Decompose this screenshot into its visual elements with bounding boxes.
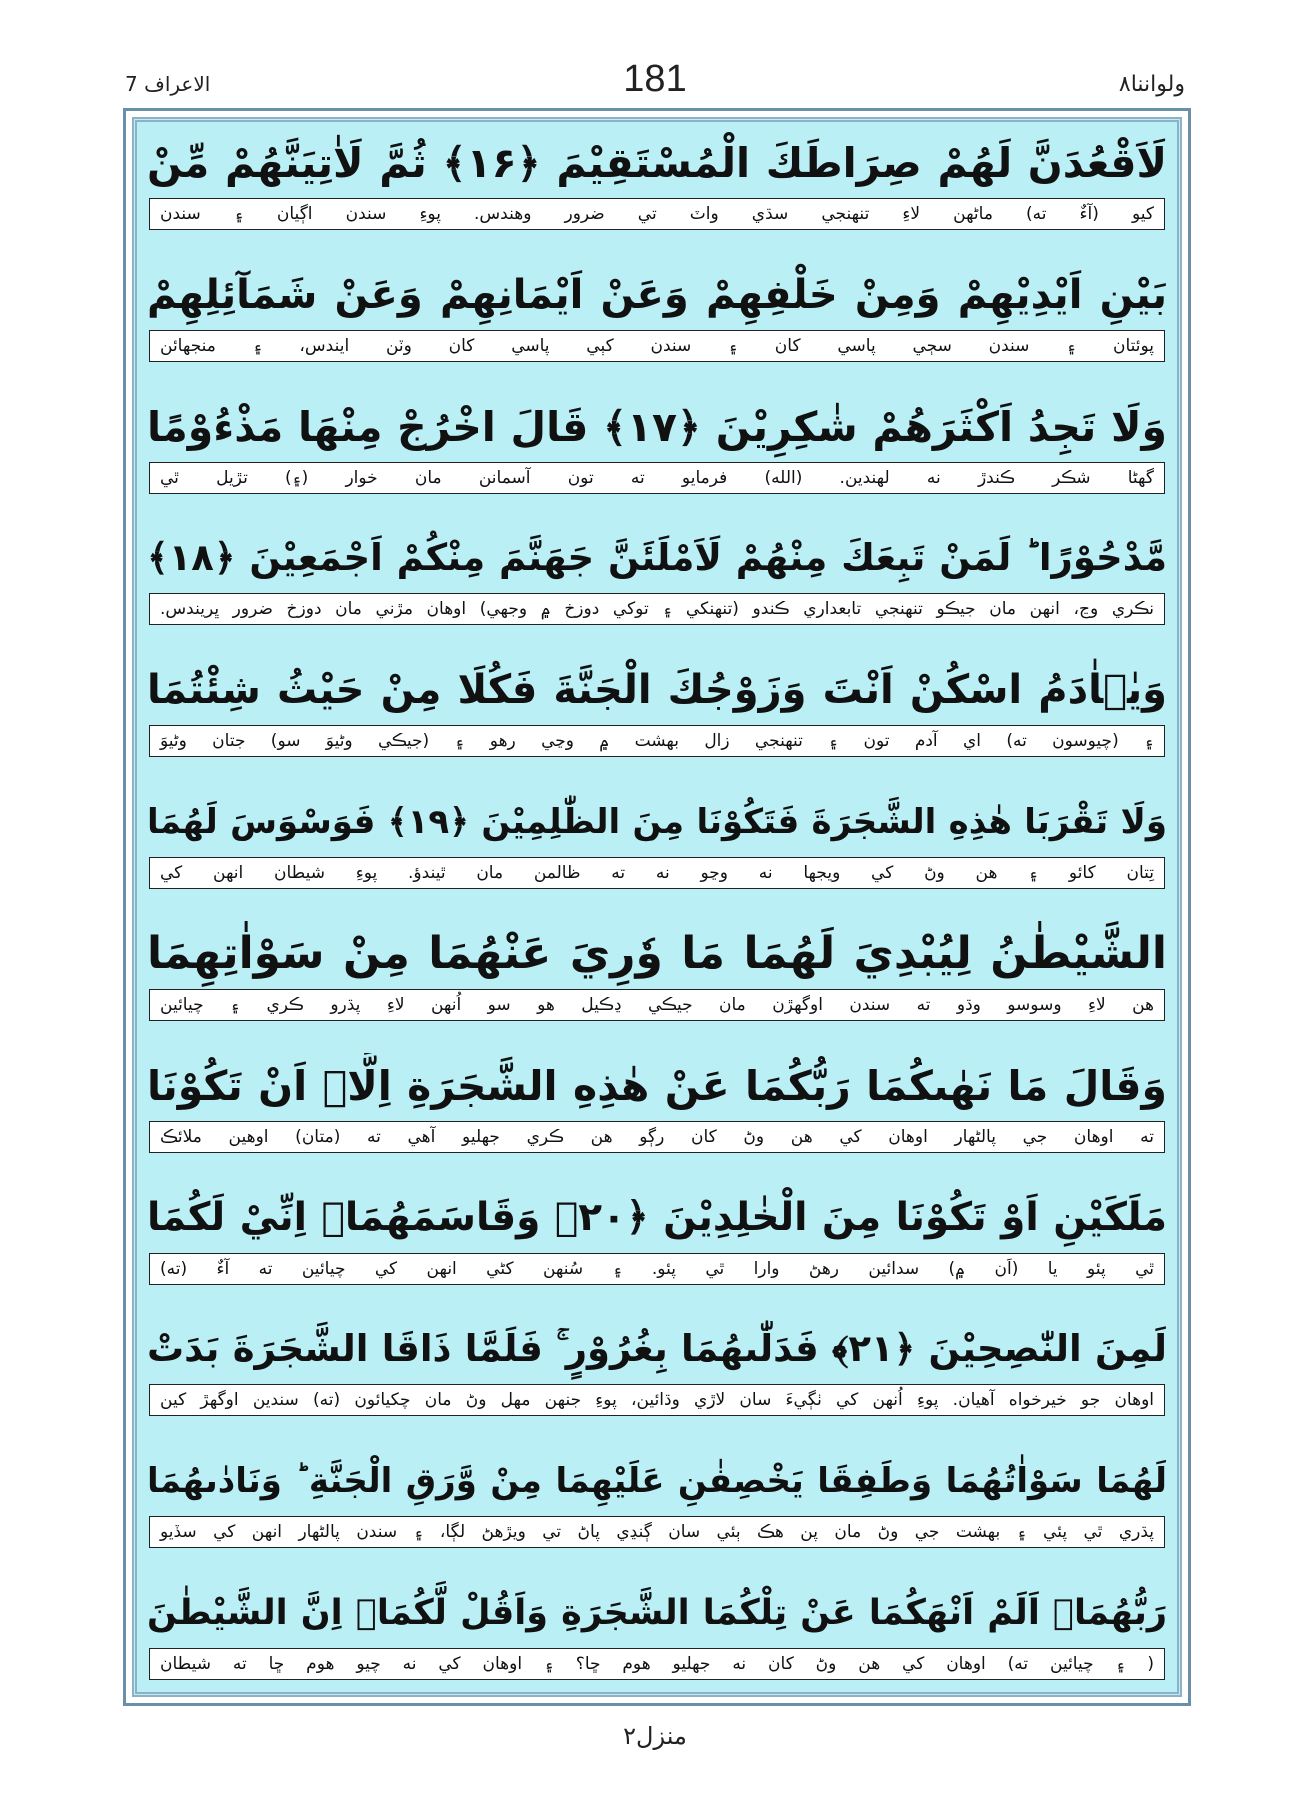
verse-pair <box>147 1316 1167 1420</box>
translation-line: ته اوهان جي پالڻهار اوهان کي هن وڻ کان رڳو هن ڪري جهليو آهي ته (متان) اوهين ملائڪ <box>149 1121 1165 1153</box>
verse-pair <box>147 262 1167 366</box>
arabic-line: الشَّيْطٰنُ لِيُبْدِيَ لَهُمَا مَا وٗرِيَ عَنْهُمَا مِنْ سَوْاٰتِهِمَا <box>147 927 1167 979</box>
verse-pair <box>147 1053 1167 1157</box>
arabic-line: وَلَا تَقْرَبَا هٰذِهِ الشَّجَرَةَ فَتَكُوْنَا مِنَ الظّٰلِمِيْنَ ﴿۱۹﴾ فَوَسْوَسَ لَهُمَا <box>147 802 1167 843</box>
verse-pair <box>147 657 1167 761</box>
verse-pair <box>147 525 1167 629</box>
translation-line: پڌري ٿي پئي ۽ بهشت جي وڻ مان پن هڪ ٻئي سان ڳنڍي پاڻ تي ويڙهڻ لڳا، ۽ سندن پالڻهار انهن کي سڏيو <box>149 1516 1165 1548</box>
verse-pair <box>147 130 1167 234</box>
translation-line: هن لاءِ وسوسو وڌو ته سندن اوگهڙن مان جيڪي ڍڪيل هو سو اُنهن لاءِ پڌرو ڪري ۽ چيائين <box>149 989 1165 1021</box>
translation-line: ۽ (چيوسون ته) اي آدم تون ۽ تنهنجي زال بهشت ۾ وڃي رهو ۽ (جيڪي وڻيوَ سو) جتان وڻيوَ <box>149 725 1165 757</box>
manzil-footer: منزل۲ <box>623 1722 687 1750</box>
translation-line: تِتان کائو ۽ هن وڻ کي ويجها نه وڃو نه ته ظالمن مان ٿيندؤ. پوءِ شيطان انهن کي <box>149 857 1165 889</box>
translation-line: ( ۽ چيائين ته) اوهان کي هن وڻ کان نه جهليو هوم ڇا؟ ۽ اوهان کي نه چيو هوم ڇا ته شيطان <box>149 1648 1165 1680</box>
arabic-line: وَقَالَ مَا نَهٰىكُمَا رَبُّكُمَا عَنْ هٰذِهِ الشَّجَرَةِ اِلَّاۤ اَنْ تَكُوْنَا <box>147 1061 1167 1110</box>
translation-line: اوهان جو خيرخواه آهيان. پوءِ اُنهن کي ٺڳيءَ سان لاڙي وڌائين، پوءِ جنهن مهل وڻ مان چکيائون (ته) سندين اوگهڙ کين <box>149 1384 1165 1416</box>
translation-line: کيو (آءٌ ته) ماڻهن لاءِ تنهنجي سڌي واٽ تي ضرور وهندس. پوءِ سندن اڳيان ۽ سندن <box>149 198 1165 230</box>
arabic-line: لَهُمَا سَوْاٰتُهُمَا وَطَفِقَا يَخْصِفٰنِ عَلَيْهِمَا مِنْ وَّرَقِ الْجَنَّةِ ؕ وَنَادٰىهُمَا <box>147 1461 1167 1502</box>
arabic-line: بَيْنِ اَيْدِيْهِمْ وَمِنْ خَلْفِهِمْ وَعَنْ اَيْمَانِهِمْ وَعَنْ شَمَآئِلِهِمْ <box>147 271 1167 318</box>
arabic-line: وَيٰۤاٰدَمُ اسْكُنْ اَنْتَ وَزَوْجُكَ الْجَنَّةَ فَكُلَا مِنْ حَيْثُ شِئْتُمَا <box>147 667 1167 714</box>
arabic-line: رَبُّهُمَاۤ اَلَمْ اَنْهَكُمَا عَنْ تِلْكُمَا الشَّجَرَةِ وَاَقُلْ لَّكُمَاۤ اِنَّ الشَّيْطٰنَ <box>147 1592 1167 1633</box>
verse-pair <box>147 921 1167 1025</box>
verse-panel <box>132 117 1182 1697</box>
verse-pair <box>147 1448 1167 1552</box>
translation-line: پوئتان ۽ سندن سڄي پاسي کان ۽ سندن کٻي پاسي کان وٽن ايندس، ۽ منجهائن <box>149 330 1165 362</box>
arabic-line: مَّدْحُوْرًا ؕ لَمَنْ تَبِعَكَ مِنْهُمْ لَاَمْلَئَنَّ جَهَنَّمَ مِنْكُمْ اَجْمَعِيْنَ ﴿۱۸﴾ <box>147 536 1167 580</box>
arabic-line: وَلَا تَجِدُ اَكْثَرَهُمْ شٰكِرِيْنَ ﴿۱۷﴾ قَالَ اخْرُجْ مِنْهَا مَذْءُوْمًا <box>147 402 1167 451</box>
verse-pair <box>147 394 1167 498</box>
verse-pair <box>147 789 1167 893</box>
page-frame <box>123 108 1191 1706</box>
arabic-line: مَلَكَيْنِ اَوْ تَكُوْنَا مِنَ الْخٰلِدِيْنَ ﴿۲۰﴾ وَقَاسَمَهُمَاۤ اِنِّيْ لَكُمَا <box>147 1194 1167 1240</box>
page-header <box>125 58 1185 110</box>
verse-pair <box>147 1580 1167 1684</box>
translation-line: گهڻا شڪر ڪندڙ نه لهندين. (الله) فرمايو ته تون آسمانن مان خوار (۽) تڙيل ٿي <box>149 462 1165 494</box>
translation-line: نڪري وڃ، انهن مان جيڪو تنهنجي تابعداري ڪندو (تنهنکي ۽ توکي دوزخ ۾ وجهي) اوهان مڙني مان دوزخ ضرور ڀريندس. <box>149 593 1165 625</box>
juz-name: ولواننا۸ <box>1118 72 1185 97</box>
arabic-line: لَمِنَ النّٰصِحِيْنَ ﴿۲۱﴾ فَدَلّٰىهُمَا بِغُرُوْرٍ ۚ فَلَمَّا ذَاقَا الشَّجَرَةَ بَدَتْ <box>147 1327 1167 1371</box>
page-number: 181 <box>623 58 687 100</box>
surah-name: الاعراف 7 <box>125 72 211 96</box>
translation-line: ٿي پئو يا (اَن ۾) سدائين رهڻ وارا ٿي پئو. ۽ سُنهن کڻي انهن کي چيائين ته آءٌ (ته) <box>149 1253 1165 1285</box>
arabic-line: لَاَقْعُدَنَّ لَهُمْ صِرَاطَكَ الْمُسْتَقِيْمَ ﴿۱۶﴾ ثُمَّ لَاٰتِيَنَّهُمْ مِّنْ <box>147 139 1167 187</box>
verse-pair <box>147 1185 1167 1289</box>
